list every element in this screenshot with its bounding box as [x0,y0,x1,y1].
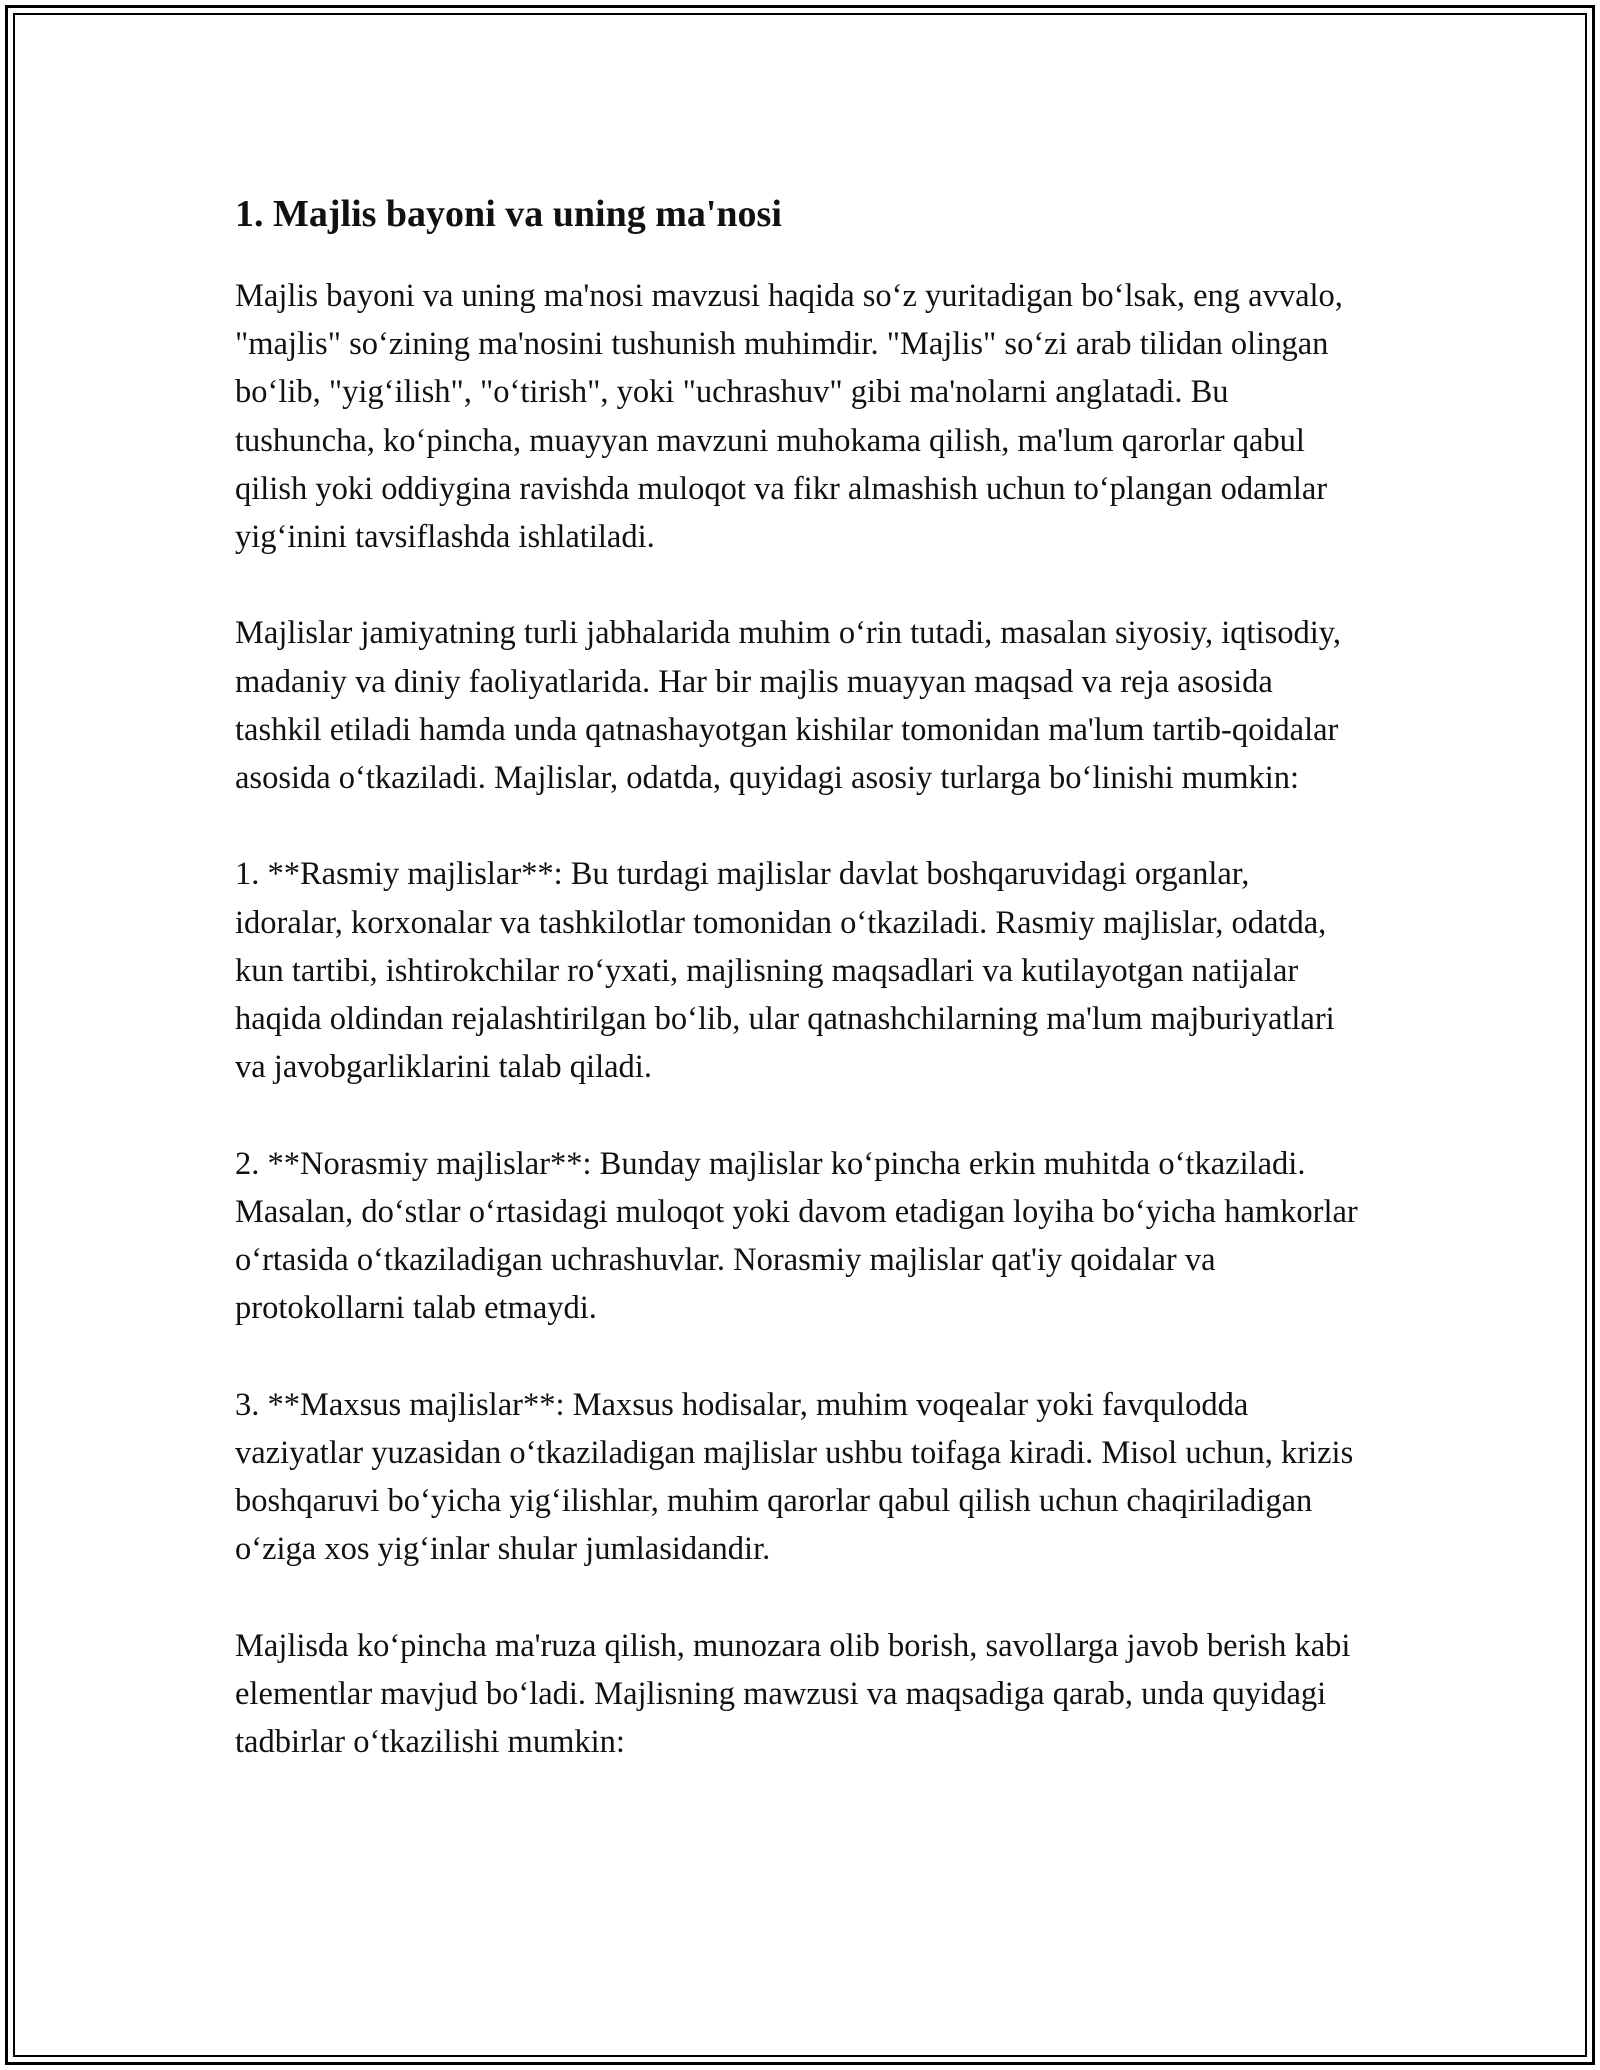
paragraph-meeting-activities: Majlisda ko‘pincha ma'ruza qilish, munozara olib borish, savollarga javob berish kabi elementlar mavjud bo‘ladi. Majlisning mawzusi va maqsadiga qarab, unda quyidagi tadbirlar o‘tkazilishi mumkin: [235,1627,1351,1761]
list-item-formal-meetings: 1. **Rasmiy majlislar**: Bu turdagi majlislar davlat boshqaruvidagi organlar, idoralar, korxonalar va tashkilotlar tomonidan o‘tkaziladi. Rasmiy majlislar, odatda, kun tartibi, ishtirokchilar ro‘yxati, majlisning maqsadlari va kutilayotgan natijalar haqida oldindan rejalashtirilgan bo‘lib, ular qatnashchilarning ma'lum majburiyatlari va javobgarliklarini talab qiladi. [235,856,1335,1086]
document-body [235,182,1365,1814]
document-title: 1. Majlis bayoni va uning ma'nosi [235,193,782,235]
list-item-special-meetings: 3. **Maxsus majlislar**: Maxsus hodisalar, muhim voqealar yoki favqulodda vaziyatlar yuzasidan o‘tkaziladigan majlislar ushbu toifaga kiradi. Misol uchun, krizis boshqaruvi bo‘yicha yig‘ilishlar, muhim qarorlar qabul qilish uchun chaqiriladigan o‘ziga xos yig‘inlar shular jumlasidandir. [235,1386,1354,1568]
paragraph-types-intro: Majlislar jamiyatning turli jabhalarida muhim o‘rin tutadi, masalan siyosiy, iqtisodiy, madaniy va diniy faoliyatlarida. Har bir majlis muayyan maqsad va reja asosida tashkil etiladi hamda unda qatnashayotgan kishilar tomonidan ma'lum tartib-qoidalar asosida o‘tkaziladi. Majlislar, odatda, quyidagi asosiy turlarga bo‘linishi mumkin: [235,615,1342,797]
paragraph-intro: Majlis bayoni va uning ma'nosi mavzusi haqida so‘z yuritadigan bo‘lsak, eng avvalo, "majlis" so‘zining ma'nosini tushunish muhimdir. "Majlis" so‘zi arab tilidan olingan bo‘lib, "yig‘ilish", "o‘tirish", yoki "uchrashuv" gibi ma'nolarni anglatadi. Bu tushuncha, ko‘pincha, muayyan mavzuni muhokama qilish, ma'lum qarorlar qabul qilish yoki oddiygina ravishda muloqot va fikr almashish uchun to‘plangan odamlar yig‘inini tavsiflashda ishlatiladi. [235,278,1343,556]
list-item-informal-meetings: 2. **Norasmiy majlislar**: Bunday majlislar ko‘pincha erkin muhitda o‘tkaziladi. Masalan, do‘stlar o‘rtasidagi muloqot yoki davom etadigan loyiha bo‘yicha hamkorlar o‘rtasida o‘tkaziladigan uchrashuvlar. Norasmiy majlislar qat'iy qoidalar va protokollarni talab etmaydi. [235,1145,1358,1327]
